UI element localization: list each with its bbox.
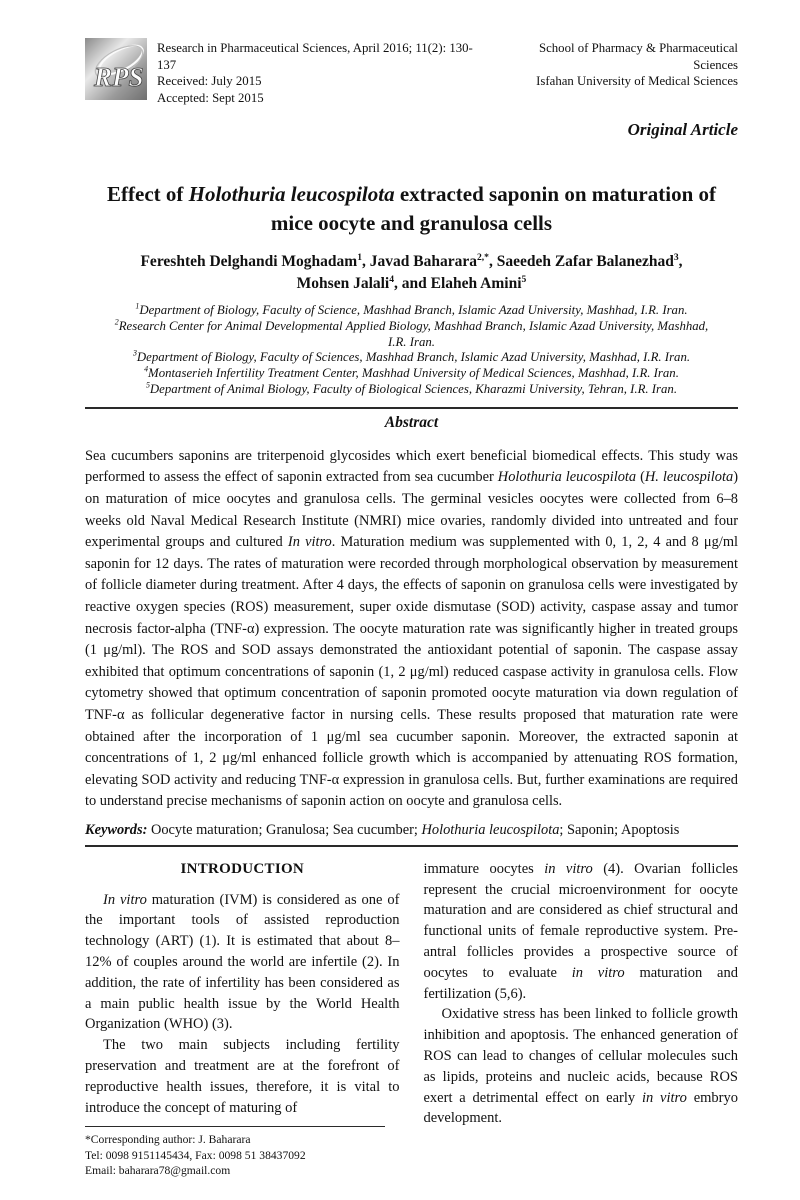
footnote-rule [85,1126,385,1127]
intro-paragraph-3: immature oocytes in vitro (4). Ovarian follicles represent the crucial microenvironment for oocyte maturation and are considered as chief structural and functional units of female reproductive system. Pre-antral follicles provides a prospective source of oocytes to evaluate in vitro maturation and fertilization (5,6). [423,860,738,1002]
article-title: Effect of Holothuria leucospilota extracted saponin on maturation of mice oocyte and granulosa cells [107,182,716,235]
school-line-1: School of Pharmacy & Pharmaceutical Sciences [538,41,738,72]
abstract-bottom-rule [85,845,738,847]
article-type-label: Original Article [627,120,738,139]
page-header [85,38,738,106]
svg-text:RPS: RPS [94,62,144,92]
intro-paragraph-1: In vitro maturation (IVM) is considered as one of the important tools of assisted reproduction technology (ART) (1). It is estimated that about 8–12% of couples around the world are infertile (2). In addition, the rate of infertility has been considered as a main public health issue by the World Health Organization (WHO) (3). [85,891,400,1033]
affiliation-3: $^3$Department of Biology, Faculty of Sciences, Mashhad Branch, Islamic Azad University, Mashhad, I.R. Iran. [132,349,691,365]
body-columns [85,859,738,1178]
affiliation-2: $^2$Research Center for Animal Developmental Applied Biology, Mashhad Branch, Islamic Azad University, Mashhad, I.R. Iran. [114,317,709,349]
footnote-email: Email: baharara78@gmail.com [85,1163,231,1177]
rps-journal-logo-icon [85,38,147,100]
affiliation-4: $^4$Montaserieh Infertility Treatment Center, Mashhad University of Medical Sciences, Mashhad, I.R. Iran. [144,364,679,381]
journal-info-block [157,38,491,106]
corresponding-author-footnote [85,1126,400,1178]
footnote-tel-fax: Tel: 0098 9151145434, Fax: 0098 51 38437092 [85,1148,306,1162]
keywords-line: Keywords: Oocyte maturation; Granulosa; Sea cucumber; Holothuria leucospilota; Saponin; Apoptosis [85,821,680,838]
introduction-heading: INTRODUCTION [180,860,305,877]
abstract-heading: Abstract [384,413,439,431]
affiliation-1: $^1$Department of Biology, Faculty of Science, Mashhad Branch, Islamic Azad University, Mashhad, I.R. Iran. [135,301,688,317]
left-column [85,859,400,1178]
affiliation-5: $^5$Department of Animal Biology, Faculty of Biological Sciences, Kharazmi University, Tehran, I.R. Iran. [145,380,678,396]
header-left [85,38,491,106]
accepted-date: Accepted: Sept 2015 [157,90,264,105]
abstract-text: Sea cucumbers saponins are triterpenoid glycosides which exert beneficial biomedical effects. This study was performed to assess the effect of saponin extracted from sea cucumber Holothuria leucospilota (H. leucospilota) on maturation of mice oocytes and granulosa cells. The germinal vesicles oocytes were collected from 6–8 weeks old Naval Medical Research Institute (NMRI) mice ovaries, randomly divided into untreated and four experimental groups and cultured In vitro. Maturation medium was supplemented with 0, 1, 2, 4 and 8 μg/ml saponin for 12 days. The rates of maturation were recorded through morphological observation by measurement of follicle diameter during treatment. After 4 days, the effects of saponin on granulosa cells were investigated by reactive oxygen species (ROS) measurement, super oxide dismutase (SOD) activity, caspase assay and tumor necrosis factor-alpha (TNF-α) expression. The oocyte maturation rate was significantly higher in treated groups (1 μg/ml). The ROS and SOD assays demonstrated the antioxidant potential of saponin. The caspase assay exhibited that optimum concentrations of saponin (1, 2 μg/ml) reduced caspase activity in granulosa cells. Flow cytometry showed that optimum concentration of saponin promoted oocyte maturation via down regulation of TNF-α as follicular degenerative factor in nursing cells. These results proposed that maturation rate were obtained after the incorporation of 1 μg/ml sea cucumber saponin. Moreover, the extracted saponin at concentrations of 1, 2 μg/ml enhanced follicle growth which is accompanied by attenuating ROS formation, elevating SOD activity and reducing TNF-α expression in granulosa cells. But, further examinations are required to understand precise mechanisms of saponin action on oocyte and granulosa cells. [85,447,739,810]
school-line-2: Isfahan University of Medical Sciences [536,74,738,88]
intro-paragraph-2: The two main subjects including fertility preservation and treatment are at the forefront of reproductive health issues, therefore, it is vital to introduce the concept of maturing of [85,1037,400,1116]
school-info-block [491,38,738,90]
footnote-author: *Corresponding author: J. Baharara [85,1133,251,1147]
right-column [424,859,739,1178]
intro-paragraph-4: Oxidative stress has been linked to follicle growth inhibition and apoptosis. The enhanced generation of ROS can lead to changes of cellular molecules such as lipids, proteins and nucleic acids, because ROS exert a detrimental effect on early in vitro embryo development. [423,1006,738,1127]
received-date: Received: July 2015 [157,74,262,88]
affiliations-block [85,303,738,398]
journal-citation-line: Research in Pharmaceutical Sciences, April 2016; 11(2): 130-137 [157,41,473,72]
abstract-top-rule [85,407,738,409]
authors-line: Fereshteh Delghandi Moghadam$^1$, Javad Baharara$^{2,*}$, Saeedeh Zafar Balanezhad$^3$, Mohsen Jalali$^4$, and Elaheh Amini$^5$ [140,251,683,292]
